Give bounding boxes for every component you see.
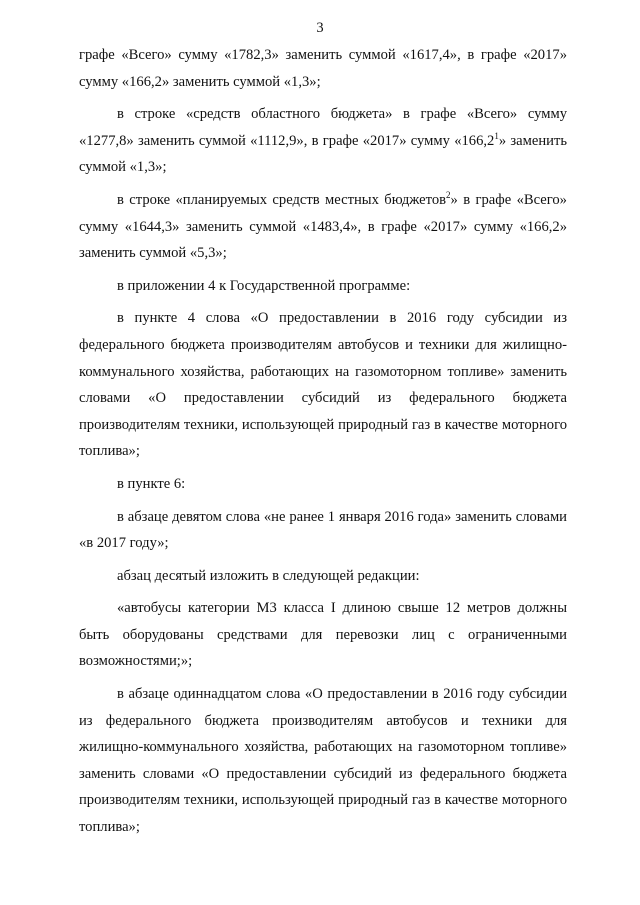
paragraph-8 — [79, 563, 567, 590]
paragraph-text: в строке «планируемых средств местных бюджетов — [117, 191, 447, 208]
paragraph-text: в строке «средств областного бюджета» в графе «Всего» сумму «1277,8» заменить суммой «1112,9», в графе «2017» сумму «166,2 — [79, 106, 567, 149]
paragraph-4 — [79, 273, 567, 300]
footnote-marker: 1 — [494, 130, 499, 141]
paragraph-7 — [79, 504, 567, 557]
paragraph-2 — [79, 101, 567, 181]
paragraph-1 — [79, 42, 567, 95]
footnote-marker: 2 — [446, 189, 451, 200]
document-body — [79, 42, 567, 841]
paragraph-text: в пункте 6: — [117, 475, 186, 492]
paragraph-text: в абзаце девятом слова «не ранее 1 января 2016 года» заменить словами «в 2017 году»; — [79, 508, 567, 552]
paragraph-text: в пункте 4 слова «О предоставлении в 2016 году субсидии из федерального бюджета производителям автобусов и техники для жилищно-коммунального хозяйства, работающих на газомоторном топливе» заменить словами «О предоставлении субсидий из федерального бюджета производителям техники, использующей природный газ в качестве моторного топлива»; — [79, 310, 567, 460]
paragraph-9 — [79, 595, 567, 675]
paragraph-text: абзац десятый изложить в следующей редакции: — [117, 567, 420, 584]
paragraph-text: в абзаце одиннадцатом слова «О предоставлении в 2016 году субсидии из федерального бюджета производителям автобусов и техники для жилищно-коммунального хозяйства, работающих на газомоторном топливе» заменить словами «О предоставлении субсидий из федерального бюджета производителям техники, использующей природный газ в качестве моторного топлива»; — [79, 686, 567, 836]
page-number: 3 — [316, 20, 324, 36]
paragraph-10 — [79, 681, 567, 841]
paragraph-text: » заменить суммой «1,3»; — [79, 132, 567, 176]
paragraph-text: графе «Всего» сумму «1782,3» заменить суммой «1617,4», в графе «2017» сумму «166,2» заменить суммой «1,3»; — [79, 47, 567, 90]
paragraph-6 — [79, 471, 567, 498]
paragraph-text: в приложении 4 к Государственной программе: — [117, 277, 411, 294]
paragraph-3 — [79, 187, 567, 267]
paragraph-text: » в графе «Всего» сумму «1644,3» заменить суммой «1483,4», в графе «2017» сумму «166,2» заменить суммой «5,3»; — [79, 191, 567, 262]
paragraph-5 — [79, 305, 567, 465]
paragraph-text: «автобусы категории М3 класса I длиною свыше 12 метров должны быть оборудованы средствами для перевозки лиц с ограниченными возможностями;»; — [79, 600, 567, 670]
